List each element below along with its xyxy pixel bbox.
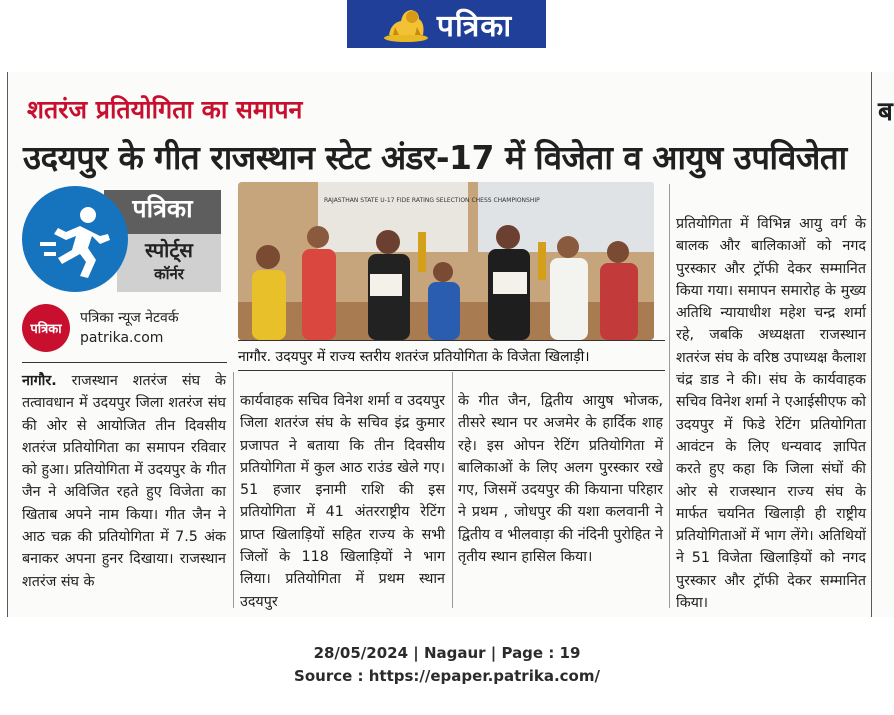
byline-network: पत्रिका न्यूज नेटवर्क: [80, 310, 179, 326]
text-column-2: [240, 390, 445, 613]
sports-badge-word: स्पोर्ट्स: [145, 238, 193, 262]
runner-icon: [40, 202, 120, 282]
news-clipping: [7, 72, 894, 617]
col1-body: राजस्थान शतरंज संघ के तत्वावधान में उदयपुर जिला शतरंज संघ की ओर से आयोजित तीन दिवसीय शतरंज प्रतियोगिता का समापन रविवार को हुआ। प्रतियोगिता में उदयपुर के गीत जैन ने अविजित रहते हुए विजेता का खिताब अपने नाम किया। गीत जैन ने आठ चक्र की प्रतियोगिता में 7.5 अंक बनाकर अपना हुनर दिखाया। राजस्थान शतरंज संघ के: [22, 373, 227, 590]
dateline: नागौर.: [22, 373, 57, 389]
col-rule-1: [233, 372, 234, 608]
patrika-round-logo: पत्रिका: [22, 304, 70, 352]
text-column-3: [458, 390, 663, 568]
sports-badge-bottom-band: [117, 234, 221, 292]
footer-source-line: Source : https://epaper.patrika.com/: [294, 667, 600, 685]
byline-rule: [22, 362, 227, 363]
lion-logo-icon: [381, 5, 431, 43]
col-rule-3: [669, 184, 670, 608]
article-headline: उदयपुर के गीत राजस्थान स्टेट अंडर-17 में विजेता व आयुष उपविजेता: [23, 138, 847, 177]
article-photo: [238, 182, 654, 340]
prize-winners-photo: [238, 182, 654, 340]
col2-body: कार्यवाहक सचिव विनेश शर्मा व उदयपुर जिला शतरंज संघ के सचिव इंद्र कुमार प्रजापत ने बताया कि तीन दिवसीय प्रतियोगिता में कुल आठ राउंड खेले गए। 51 हजार इनामी राशि की इस प्रतियोगिता में 41 अंतरराष्ट्रीय रेटिंग प्राप्त खिलाड़ियों सहित राज्य के सभी जिलों के 118 खिलाड़ियों ने भाग लिया। प्रतियोगिता में प्रथम स्थान उदयपुर: [240, 393, 445, 610]
sports-badge-brand: पत्रिका: [132, 194, 193, 223]
sports-badge-corner: कॉर्नर: [154, 265, 184, 283]
sports-corner-badge: [22, 184, 227, 292]
footer-date-line: 28/05/2024 | Nagaur | Page : 19: [313, 644, 581, 662]
text-column-4: [676, 213, 866, 614]
right-column-rule: [871, 72, 872, 617]
col-rule-2: [452, 372, 453, 608]
left-border-rule: [7, 72, 8, 617]
col3-body: के गीत जैन, द्वितीय आयुष भोजक, तीसरे स्थान पर अजमेर के हार्दिक शाह रहे। इस ओपन रेटिंग प्रतियोगिता में बालिकाओं के लिए अलग पुरस्कार रखे गए, जिसमें उदयपुर की कियाना परिहार ने प्रथम , जोधपुर की यशा कलवानी ने द्वितीय व भीलवाड़ा की नंदिनी पुरोहित ने तृतीय स्थान हासिल किया।: [458, 393, 663, 566]
byline: [22, 304, 227, 354]
article-kicker: शतरंज प्रतियोगिता का समापन: [27, 95, 303, 124]
photo-caption: नागौर. उदयपुर में राज्य स्तरीय शतरंज प्रतियोगिता के विजेता खिलाड़ी।: [238, 349, 590, 365]
byline-site: patrika.com: [80, 330, 164, 346]
masthead: [347, 0, 546, 48]
caption-rule: [238, 370, 665, 371]
adjacent-article-fragment: ब: [878, 97, 893, 127]
col4-body: प्रतियोगिता में विभिन्न आयु वर्ग के बालक और बालिकाओं को नगद पुरस्कार और ट्रॉफी देकर सम्मानित किया गया। समापन समारोह के मुख्य अतिथि न्यायाधीश महेश चन्द्र शर्मा रहे, जबकि अध्यक्षता राजस्थान शतरंज संघ के वरिष्ठ उपाध्यक्ष कैलाश चंद्र डाड ने की। संघ के कार्यवाहक सचिव विनेश शर्मा ने एआईसीएफ को उदयपुर में फिडे रेटिंग प्रतियोगिता आवंटन के लिए धन्यवाद ज्ञापित करते हुए कहा कि जिला संघों की ओर से राजस्थान राज्य संघ के मार्फत चयनित खिलाड़ी ही राष्ट्रीय प्रतियोगिताओं में भाग लेंगे। अतिथियों ने 51 विजेता खिलाड़ियों को नगद पुरस्कार और ट्रॉफी देकर सम्मानित किया।: [676, 216, 866, 612]
photo-rule: [238, 340, 665, 341]
masthead-title: पत्रिका: [436, 8, 513, 44]
text-column-1: [22, 370, 226, 593]
photo-banner-text: RAJASTHAN STATE U-17 FIDE RATING SELECTION CHESS CHAMPIONSHIP: [324, 197, 540, 204]
